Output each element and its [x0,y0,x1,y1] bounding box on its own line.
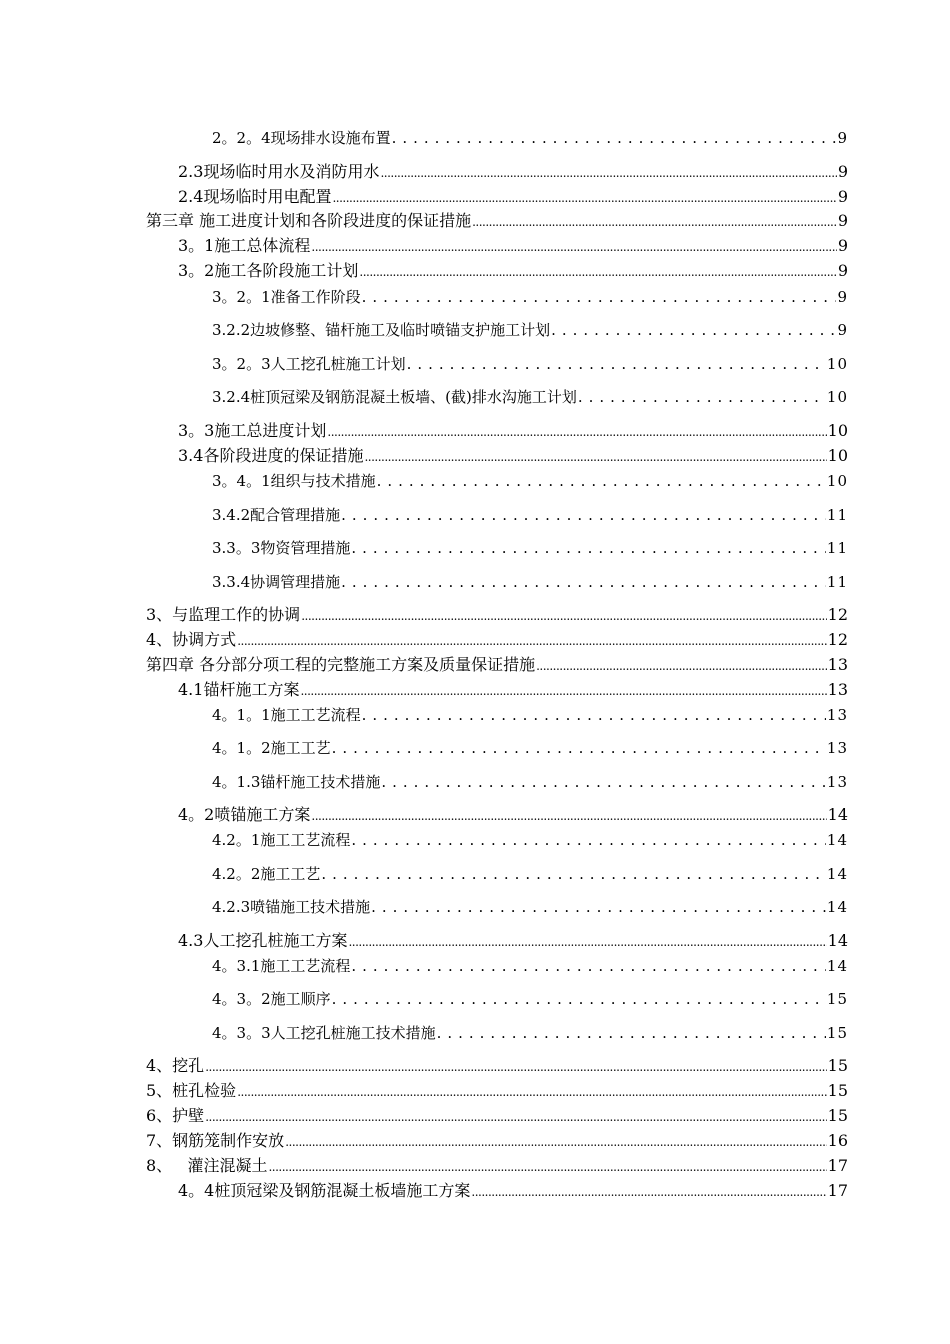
toc-entry-title: 4。3.1施工工艺流程 [212,957,351,975]
toc-entry-title: 7、钢筋笼制作安放 [146,1131,285,1150]
toc-entry[interactable] [212,320,848,340]
dot-leader [380,162,836,183]
dot-leader [364,446,826,467]
toc-entry-title: 2。2。4现场排水设施布置 [212,129,391,147]
toc-entry-title: 3.3。3物资管理措施 [212,539,351,557]
toc-entry[interactable] [146,655,848,676]
dot-leader [362,287,837,307]
dot-leader [237,630,826,651]
toc-entry-title: 4。3。2施工顺序 [212,990,331,1008]
toc-entry-page: 15 [827,1106,848,1125]
toc-entry-page: 10 [826,388,848,406]
toc-entry-page: 10 [827,446,848,465]
dot-leader [332,187,836,208]
toc-entry[interactable] [146,630,848,651]
toc-entry[interactable] [212,354,848,374]
toc-entry[interactable] [178,931,848,952]
toc-entry[interactable] [212,738,848,758]
toc-entry[interactable] [212,505,848,525]
toc-entry[interactable] [178,1181,848,1202]
dot-leader [311,236,836,257]
dot-leader [551,320,836,340]
toc-entry-page: 15 [826,1024,848,1042]
toc-entry-title: 4.3人工挖孔桩施工方案 [178,931,348,950]
toc-entry-page: 12 [827,605,848,624]
toc-entry-title: 3.4.2配合管理措施 [212,506,341,524]
toc-entry-title: 4、挖孔 [146,1056,205,1075]
toc-entry[interactable] [178,421,848,442]
toc-entry-title: 6、护壁 [146,1106,205,1125]
toc-entry-title: 4。3。3人工挖孔桩施工技术措施 [212,1024,436,1042]
dot-leader [300,680,826,701]
toc-entry-title: 3.2.4桩顶冠梁及钢筋混凝土板墙、(截)排水沟施工计划 [212,388,577,406]
toc-entry-page: 14 [826,898,848,916]
toc-entry[interactable] [146,1131,848,1152]
dot-leader [578,387,826,407]
dot-leader [377,471,826,491]
toc-entry[interactable] [146,1156,848,1177]
toc-entry-page: 13 [827,655,848,674]
toc-entry-title: 3.4各阶段进度的保证措施 [178,446,364,465]
toc-entry-title: 4.1锚杆施工方案 [178,680,300,699]
toc-entry-page: 10 [826,355,848,373]
toc-entry-page: 9 [837,187,848,206]
dot-leader [341,572,826,592]
dot-leader [237,1081,826,1102]
dot-leader [285,1131,826,1152]
toc-entry-title: 4.2。2施工工艺 [212,865,321,883]
toc-entry[interactable] [146,605,848,626]
dot-leader [327,421,826,442]
toc-entry-title: 3。2。3人工挖孔桩施工计划 [212,355,406,373]
toc-entry-title: 第三章 施工进度计划和各阶段进度的保证措施 [146,211,472,230]
toc-entry-title: 5、桩孔检验 [146,1081,237,1100]
toc-entry-title: 4.2.3喷锚施工技术措施 [212,898,371,916]
toc-entry-title: 2.4现场临时用电配置 [178,187,332,206]
toc-entry-page: 16 [827,1131,848,1150]
toc-entry-page: 17 [827,1156,848,1175]
toc-entry-page: 9 [837,162,848,181]
toc-entry-page: 15 [826,990,848,1008]
dot-leader [359,261,836,282]
toc-entry[interactable] [146,1056,848,1077]
toc-entry-page: 9 [837,236,848,255]
toc-entry-title: 3、与监理工作的协调 [146,605,301,624]
toc-entry[interactable] [178,236,848,257]
toc-entry-page: 13 [826,739,848,757]
toc-entry-page: 10 [827,421,848,440]
toc-entry-title: 4。1.3锚杆施工技术措施 [212,773,381,791]
toc-entry-page: 13 [827,680,848,699]
toc-entry-title: 3。1施工总体流程 [178,236,311,255]
toc-entry-title: 4。4桩顶冠梁及钢筋混凝土板墙施工方案 [178,1181,471,1200]
toc-entry-page: 10 [826,472,848,490]
toc-entry[interactable] [212,471,848,491]
toc-entry-page: 15 [827,1081,848,1100]
toc-entry-title: 4.2。1施工工艺流程 [212,831,351,849]
toc-entry[interactable] [212,387,848,407]
dot-leader [332,989,826,1009]
toc-entry[interactable] [146,211,848,232]
toc-entry[interactable] [212,897,848,917]
dot-leader [332,738,826,758]
toc-entry[interactable] [178,680,848,701]
toc-entry-page: 15 [827,1056,848,1075]
dot-leader [536,655,827,676]
dot-leader [321,864,826,884]
toc-entry-page: 12 [827,630,848,649]
dot-leader [362,705,826,725]
toc-entry-page: 13 [826,706,848,724]
toc-entry-title: 3。2施工各阶段施工计划 [178,261,359,280]
dot-leader [205,1056,826,1077]
toc-entry-title: 8、 灌注混凝土 [146,1156,268,1175]
toc-entry[interactable] [178,162,848,183]
toc-entry-page: 11 [826,539,848,557]
toc-entry[interactable] [146,1081,848,1102]
dot-leader [268,1156,826,1177]
toc-entry-page: 14 [827,805,848,824]
toc-entry-page: 9 [837,288,848,306]
toc-entry[interactable] [212,705,848,725]
dot-leader [471,1181,826,1202]
toc-entry[interactable] [178,187,848,208]
toc-entry-title: 4。2喷锚施工方案 [178,805,311,824]
toc-entry-title: 4。1。1施工工艺流程 [212,706,361,724]
toc-entry-page: 11 [826,573,848,591]
toc-entry[interactable] [212,772,848,792]
toc-entry-page: 17 [827,1181,848,1200]
dot-leader [351,956,826,976]
dot-leader [371,897,826,917]
toc-entry[interactable] [178,805,848,826]
toc-entry[interactable] [212,864,848,884]
toc-entry[interactable] [212,538,848,558]
toc-entry-page: 9 [837,129,848,147]
toc-entry-page: 14 [827,931,848,950]
toc-entry-title: 3.3.4协调管理措施 [212,573,341,591]
toc-entry-title: 3。4。1组织与技术措施 [212,472,376,490]
dot-leader [341,505,826,525]
toc-entry-title: 3。3施工总进度计划 [178,421,327,440]
toc-entry-title: 第四章 各分部分项工程的完整施工方案及质量保证措施 [146,655,536,674]
toc-entry-title: 3。2。1准备工作阶段 [212,288,361,306]
dot-leader [381,772,826,792]
toc-entry[interactable] [178,446,848,467]
toc-entry[interactable] [212,989,848,1009]
toc-entry-title: 4、协调方式 [146,630,237,649]
dot-leader [205,1106,826,1127]
toc-entry-page: 14 [826,865,848,883]
toc-entry-title: 4。1。2施工工艺 [212,739,331,757]
toc-entry[interactable] [212,572,848,592]
toc-entry-page: 13 [826,773,848,791]
dot-leader [437,1023,826,1043]
toc-entry-page: 9 [837,211,848,230]
toc-entry[interactable] [212,1023,848,1043]
toc-entry[interactable] [146,1106,848,1127]
toc-entry-title: 3.2.2边坡修整、锚杆施工及临时喷锚支护施工计划 [212,321,551,339]
toc-entry-page: 11 [826,506,848,524]
dot-leader [351,538,826,558]
toc-entry[interactable] [178,261,848,282]
toc-entry[interactable] [212,830,848,850]
toc-entry[interactable] [212,956,848,976]
toc-entry[interactable] [212,287,848,307]
dot-leader [351,830,826,850]
toc-entry-page: 14 [826,831,848,849]
toc-entry-page: 14 [826,957,848,975]
toc-entry[interactable] [212,128,848,148]
toc-entry-title: 2.3现场临时用水及消防用水 [178,162,380,181]
toc-entry-page: 9 [837,321,848,339]
dot-leader [392,128,837,148]
dot-leader [311,805,826,826]
dot-leader [301,605,826,626]
dot-leader [472,211,837,232]
dot-leader [348,931,826,952]
toc-entry-page: 9 [837,261,848,280]
dot-leader [407,354,826,374]
